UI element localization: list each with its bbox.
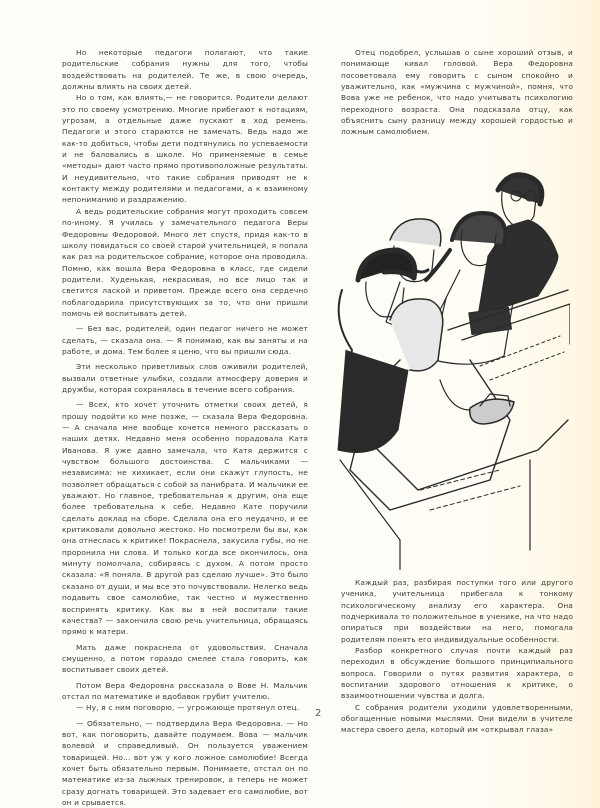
paragraph: Эти несколько приветливых слов оживили родителей, вызвали ответные улыбки, создали атмосферу доверия и дружбы, которая сохранялась в течение всего собрания. — [62, 362, 308, 394]
paragraph: Но о том, как влиять,— не говорится. Родители делают это по своему усмотрению. Многие прибегают к нотациям, угрозам, а отдельные даже пускают в ход ремень. Педагоги и этого стараются не замечать. Ведь надо же как-то добиться, чтобы дети подтянулись по успеваемости и не баловались в школе. Но применяемые в семье «методы» дают часто прямо противоположные результаты. И неудивительно, что такие собрания приводят не к контакту между родителями и педагогами, а к взаимному непониманию и раздражению. — [62, 93, 308, 205]
paragraph: Разбор конкретного случая почти каждый раз переходил в обсуждение большого принципиального вопроса. Говорили о путях развития характера, о воспитании здорового отношения к критике, о взаимоотношении чувства и долга. — [341, 646, 573, 701]
paragraph: Мать даже покраснела от удовольствия. Сначала смущенно, а потом гораздо смелее стала говорить, как воспитывает своих детей. — [62, 642, 308, 675]
parents-meeting-illustration — [330, 130, 570, 570]
paragraph: Но некоторые педагоги полагают, что такие родительские собрания нужны для того, чтобы воздействовать на родителей. Те же, в свою очередь, должны влиять на своих детей. — [62, 48, 308, 92]
paragraph: С собрания родители уходили удовлетворенными, обогащенные новыми мыслями. Они видели в учителе мастера своего дела, который им «открывал глаза» — [341, 702, 573, 735]
paragraph: Отец подобрел, услышав о сыне хороший отзыв, и понимающе кивал головой. Вера Федоровна посоветовала ему говорить с сыном спокойно и уважительно, как «мужчина с мужчиной», помня, что Вова уже не ребенок, что надо учитывать психологию переходного возраста. Она подсказала отцу, как объяснить сыну разницу между хорошей гордостью и ложным самолюбием. — [341, 48, 573, 137]
paragraph: — Ну, я с ним поговорю, — угрожающе протянул отец. — [76, 703, 300, 713]
right-text-column-top — [341, 47, 573, 138]
left-text-column — [62, 47, 308, 808]
paragraph: А ведь родительские собрания могут проходить совсем по-иному. Я училась у замечательного педагога Веры Федоровны Федоровой. Много лет спустя, придя как-то в школу повидаться со своей старой учительницей, я попала как раз на родительское собрание, которое она проводила. Помню, как вошла Вера Федоровна в класс, где сидели родители. Худенькая, некрасивая, но все лицо так и светится лаской и приветом. Прежде всего она сердечно поблагодарила присутствующих за то, что они пришли помочь ей воспитывать детей. — [62, 206, 308, 318]
paragraph: — Всех, кто хочет уточнить отметки своих детей, я прошу подойти ко мне позже, — сказала Вера Федоровна. — А сначала мне вообще хочется немного рассказать о наших детях. Недавно меня особенно порадовала Катя Иванова. Я уже давно замечала, что Катя держится с чувством большого достоинства. С мальчиками — независима: не хихикает, если они скажут глупость, не позволяет обращаться с собой за панибрата. И мальчики ее уважают. Но главное, требовательная к другим, она еще более требовательна к себе. Недавно Кате поручили сделать доклад на сборе. Сделала она его неудачно, и ее критиковали довольно жестоко. Но посмотрели бы вы, как она отнеслась к критике! Покраснела, закусила губы, но не проронила ни слова. И только когда все окончилось, она минуту помолчала, собираясь с духом. А потом просто сказала: «Я поняла. В другой раз сделаю лучше». Это было сказано от души, и мы все это почувствовали. Нелегко ведь подавить свое самолюбие, так честно и мужественно воспринять критику. Как вы в ней воспитали такие качества? — закончила свою речь учительница, обращаясь прямо к матери. — [62, 400, 308, 637]
paragraph: — Обязательно, — подтвердила Вера Федоровна. — Но вот, как поговорить, давайте подумаем. Вова — мальчик волевой и справедливый. Он пользуется уважением товарищей. Но... вот уж у кого ложное самолюбие! Всегда хочет быть обязательно первым. Понимаете, отстал он по математике из-за лыжных тренировок, а теперь не может сразу догнать товарищей. Это задевает его самолюбие, вот он и срывается. — [62, 718, 308, 807]
paragraph: — Без вас, родителей, один педагог ничего не может сделать, — сказала она. — Я понимаю, как вы заняты и на работе, и дома. Тем более я ценю, что вы пришли сюда. — [62, 324, 308, 356]
right-text-column-bottom — [341, 577, 573, 736]
page-number: 2 — [315, 708, 322, 719]
paragraph: Потом Вера Федоровна рассказала о Вове Н. Мальчик отстал по математике и вдобавок грубит учителю. — [62, 680, 308, 701]
caption-paragraph: Каждый раз, разбирая поступки того или другого ученика, учительница прибегала к тонкому психологическому анализу его характера. Она подчеркивала то положительное в ученике, на что надо опираться при воздействии на него, помогала родителям понять его индивидуальные особенности. — [341, 578, 573, 644]
